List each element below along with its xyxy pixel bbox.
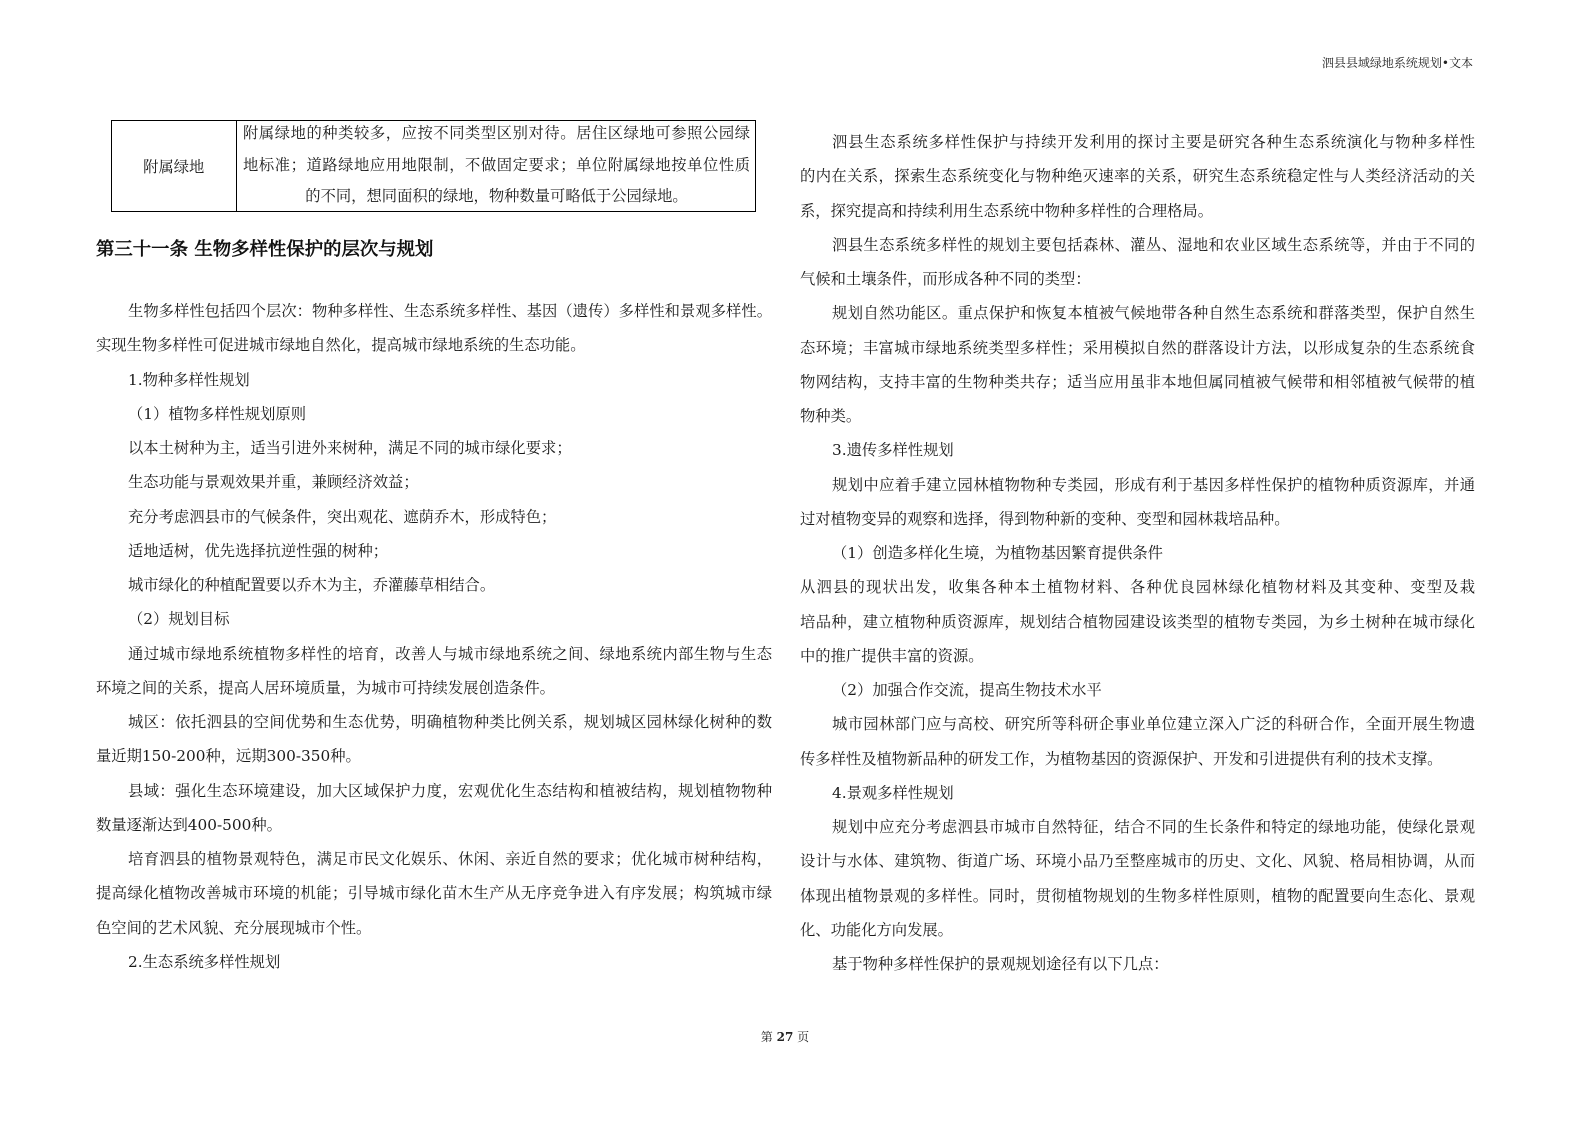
paragraph (800, 296, 1475, 433)
attached-green-space-table (111, 120, 756, 212)
paragraph-line: 数量逐渐达到400-500种。 (96, 815, 282, 834)
paragraph-line: 适地适树，优先选择抗逆性强的树种； (128, 541, 389, 560)
paragraph (96, 637, 772, 706)
paragraph (96, 705, 772, 774)
paragraph-line: 的内在关系，探索生态系统变化与物种绝灭速率的关系，研究生态系统稳定性与人类经济活动的关 (800, 167, 1475, 186)
page-number (700, 1029, 870, 1045)
paragraph-line: 体现出植物景观的多样性。同时，贯彻植物规划的生物多样性原则，植物的配置要向生态化、景观 (800, 886, 1475, 905)
paragraph (96, 363, 772, 397)
paragraph-line: 城区：依托泗县的空间优势和生态优势，明确植物种类比例关系，规划城区园林绿化树种的数 (128, 713, 772, 731)
paragraph-line: 城市园林部门应与高校、研究所等科研企事业单位建立深入广泛的科研合作，全面开展生物遗 (832, 715, 1475, 734)
paragraph-line: 城市绿化的种植配置要以乔木为主，乔灌藤草相结合。 (128, 576, 496, 594)
paragraph-line: 规划中应充分考虑泗县市城市自然特征，结合不同的生长条件和特定的绿地功能，使绿化景观 (832, 818, 1475, 836)
page-number-suffix: 页 (797, 1030, 810, 1044)
paragraph (800, 570, 1475, 673)
paragraph-line: 气候和土壤条件，而形成各种不同的类型： (800, 270, 1091, 288)
paragraph-line: 3.遗传多样性规划 (832, 441, 954, 460)
paragraph-line: 系，探究提高和持续利用生态系统中物种多样性的合理格局。 (800, 201, 1214, 220)
paragraph-line: （2）加强合作交流，提高生物技术水平 (832, 681, 1102, 699)
paragraph-line: 中的推广提供丰富的资源。 (800, 646, 984, 665)
paragraph (800, 947, 1475, 981)
paragraph-line: 过对植物变异的观察和选择，得到物种新的变种、变型和园林栽培品种。 (800, 509, 1290, 528)
paragraph-line: （1）植物多样性规划原则 (128, 404, 306, 423)
paragraph (96, 465, 772, 499)
paragraph-line: 县域：强化生态环境建设，加大区域保护力度，宏观优化生态结构和植被结构，规划植物物种 (128, 781, 772, 800)
paragraph-line: 培品种，建立植物种质资源库，规划结合植物园建设该类型的植物专类园，为乡土树种在城市绿化 (800, 612, 1475, 631)
paragraph (800, 776, 1475, 810)
paragraph-line: 环境之间的关系，提高人居环境质量，为城市可持续发展创造条件。 (96, 678, 555, 697)
paragraph-line: 态环境；丰富城市绿地系统类型多样性；采用模拟自然的群落设计方法，以形成复杂的生态系统食 (800, 338, 1475, 357)
paragraph-line: 生物多样性包括四个层次：物种多样性、生态系统多样性、基因（遗传）多样性和景观多样性。 (128, 302, 772, 320)
paragraph (800, 125, 1475, 228)
paragraph-line: 以本土树种为主，适当引进外来树种，满足不同的城市绿化要求； (128, 439, 572, 457)
paragraph (800, 228, 1475, 297)
paragraph-line: 规划中应着手建立园林植物物种专类园，形成有利于基因多样性保护的植物种质资源库，并通 (832, 475, 1475, 494)
paragraph-line: 量近期150-200种，远期300-350种。 (96, 747, 361, 766)
paragraph (800, 810, 1475, 947)
paragraph-line: 提高绿化植物改善城市环境的机能；引导城市绿化苗木生产从无序竞争进入有序发展；构筑城市绿 (96, 884, 772, 903)
running-header-title: 泗县县域绿地系统规划•文本 (1321, 56, 1473, 70)
paragraph-line: 2.生态系统多样性规划 (128, 952, 281, 971)
paragraph (96, 774, 772, 843)
paragraph (96, 602, 772, 636)
paragraph-line: 传多样性及植物新品种的研发工作，为植物基因的资源保护、开发和引进提供有利的技术支撑。 (800, 749, 1443, 768)
paragraph-line: 充分考虑泗县市的气候条件，突出观花、遮荫乔木，形成特色； (128, 507, 557, 526)
page-number-value: 27 (776, 1030, 794, 1044)
paragraph-line: 物种类。 (800, 407, 862, 425)
article-heading: 第三十一条 生物多样性保护的层次与规划 (96, 239, 434, 260)
paragraph (800, 468, 1475, 537)
paragraph (800, 673, 1475, 707)
paragraph-line: 从泗县的现状出发，收集各种本土植物材料、各种优良园林绿化植物材料及其变种、变型及栽 (800, 578, 1475, 597)
paragraph-line: （1）创造多样化生境，为植物基因繁育提供条件 (832, 544, 1163, 562)
description-line: 的不同，想同面积的绿地，物种数量可略低于公园绿地。 (305, 187, 688, 205)
paragraph (800, 536, 1475, 570)
paragraph-line: 培育泗县的植物景观特色，满足市民文化娱乐、休闲、亲近自然的要求；优化城市树种结构， (128, 850, 772, 868)
paragraph-line: 通过城市绿地系统植物多样性的培育，改善人与城市绿地系统之间、绿地系统内部生物与生态 (128, 644, 772, 663)
paragraph (96, 397, 772, 431)
description-line: 附属绿地的种类较多，应按不同类型区别对待。居住区绿地可参照公园绿 (243, 124, 750, 142)
paragraph (96, 568, 772, 602)
paragraph-line: 设计与水体、建筑物、街道广场、环境小品乃至整座城市的历史、文化、风貌、格局相协调，从而 (800, 852, 1475, 871)
paragraph-line: 1.物种多样性规划 (128, 370, 250, 389)
paragraph-line: 规划自然功能区。重点保护和恢复本植被气候地带各种自然生态系统和群落类型，保护自然生 (832, 304, 1475, 323)
paragraph (800, 707, 1475, 776)
paragraph (800, 433, 1475, 467)
paragraph-line: 4.景观多样性规划 (832, 783, 954, 802)
paragraph-line: （2）规划目标 (128, 610, 230, 629)
paragraph-line: 泗县生态系统多样性保护与持续开发利用的探讨主要是研究各种生态系统演化与物种多样性 (832, 133, 1475, 151)
right-column-body (800, 125, 1475, 981)
paragraph (96, 945, 772, 979)
paragraph (96, 431, 772, 465)
paragraph-line: 色空间的艺术风貌、充分展现城市个性。 (96, 918, 372, 937)
paragraph-line: 物网结构，支持丰富的生物种类共存；适当应用虽非本地但属同植被气候带和相邻植被气候带的植 (800, 372, 1475, 391)
green-space-description-cell (243, 118, 750, 213)
paragraph (96, 842, 772, 945)
paragraph (96, 534, 772, 568)
paragraph-line: 实现生物多样性可促进城市绿地自然化，提高城市绿地系统的生态功能。 (96, 336, 586, 355)
paragraph-line: 化、功能化方向发展。 (800, 920, 953, 939)
green-space-type-cell: 附属绿地 (112, 121, 237, 211)
paragraph-line: 基于物种多样性保护的景观规划途径有以下几点： (832, 955, 1169, 973)
page-number-prefix: 第 (760, 1030, 773, 1044)
paragraph (96, 500, 772, 534)
paragraph-line: 生态功能与景观效果并重，兼顾经济效益； (128, 473, 419, 492)
paragraph-line: 泗县生态系统多样性的规划主要包括森林、灌丛、湿地和农业区域生态系统等，并由于不同的 (832, 235, 1475, 254)
description-line: 地标准；道路绿地应用地限制，不做固定要求；单位附属绿地按单位性质 (243, 155, 750, 174)
left-column-body (96, 294, 772, 979)
paragraph (96, 294, 772, 363)
